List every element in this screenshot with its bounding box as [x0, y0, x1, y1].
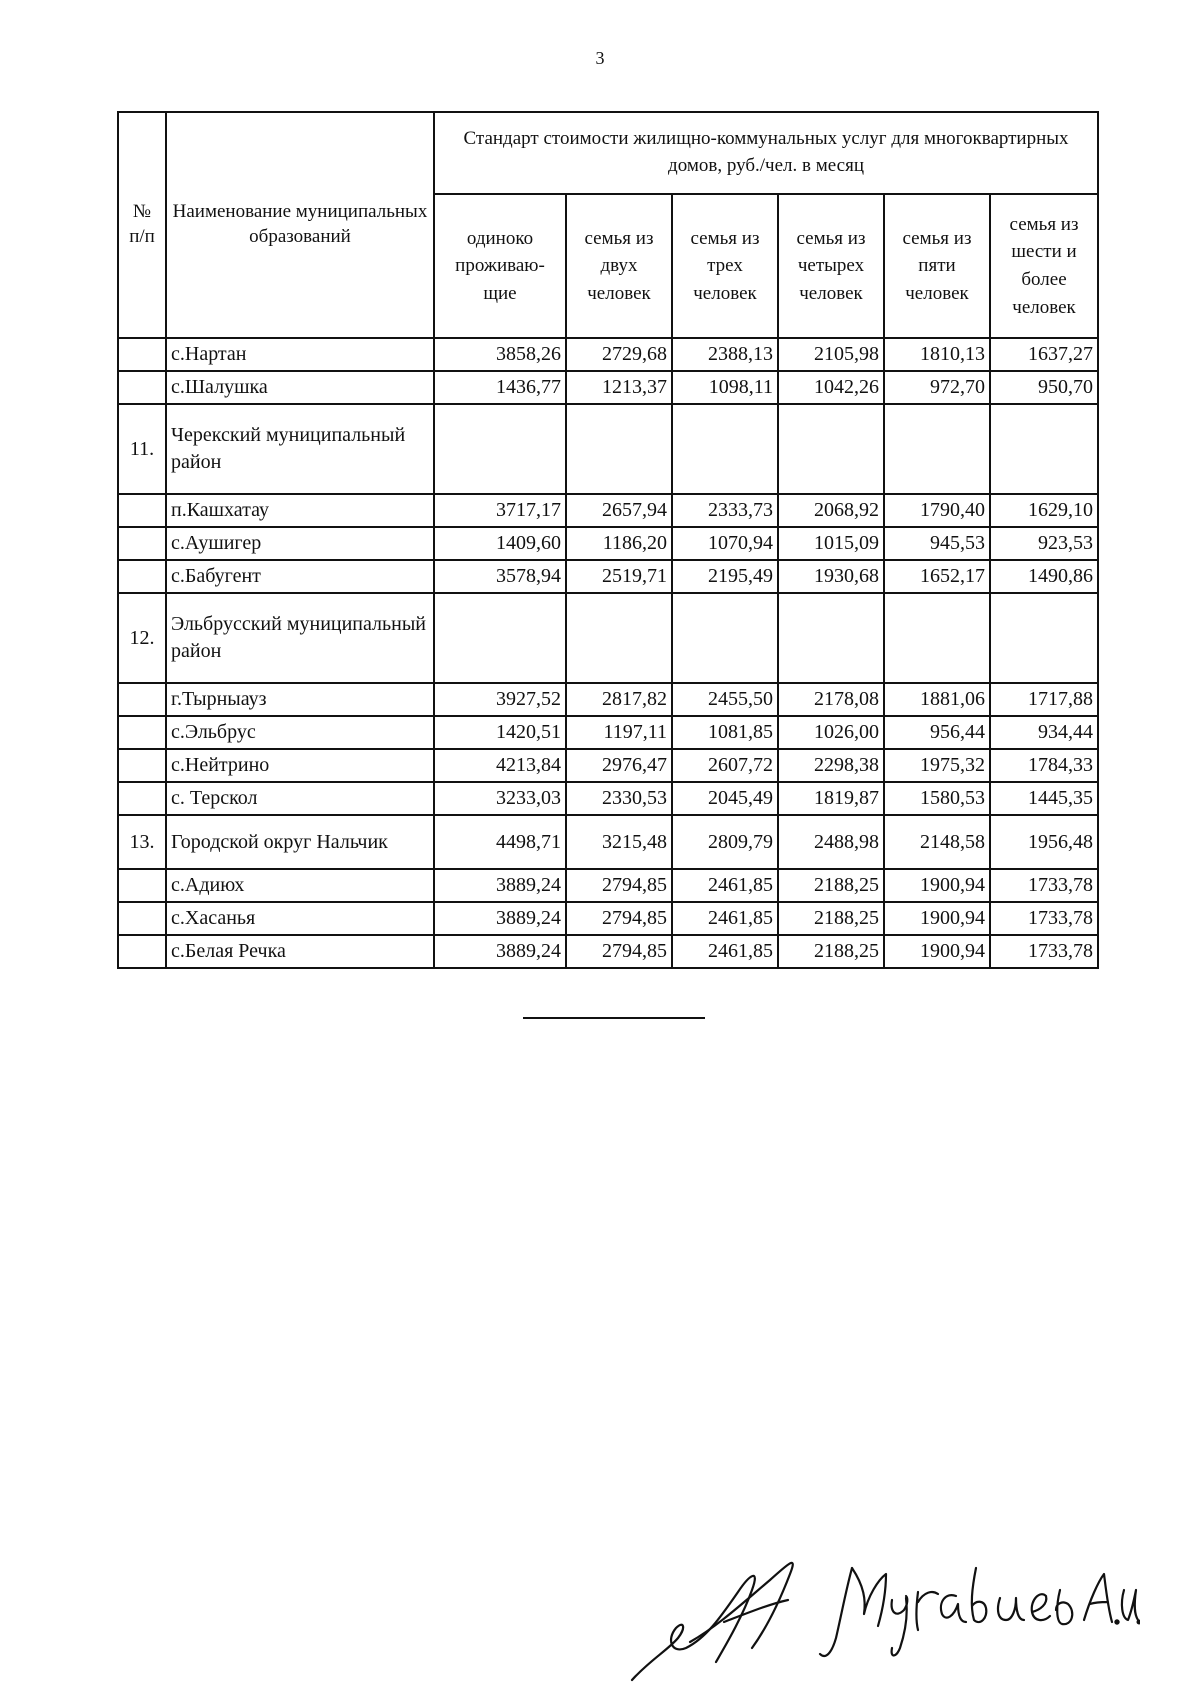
row-number — [118, 749, 166, 782]
table-row — [118, 338, 1098, 371]
cost-value: 1081,85 — [672, 716, 778, 749]
cost-value — [778, 404, 884, 494]
cost-value: 4498,71 — [434, 815, 566, 869]
cost-value: 1098,11 — [672, 371, 778, 404]
table-row — [118, 902, 1098, 935]
cost-value: 1900,94 — [884, 869, 990, 902]
cost-value: 2188,25 — [778, 935, 884, 968]
cost-value: 3578,94 — [434, 560, 566, 593]
table-body — [118, 338, 1098, 968]
row-number — [118, 935, 166, 968]
row-number — [118, 683, 166, 716]
cost-value: 934,44 — [990, 716, 1098, 749]
cost-value: 1186,20 — [566, 527, 672, 560]
cost-value: 2809,79 — [672, 815, 778, 869]
cost-value: 1900,94 — [884, 935, 990, 968]
row-number — [118, 560, 166, 593]
cost-value: 2461,85 — [672, 902, 778, 935]
cost-value — [566, 404, 672, 494]
cost-value: 2045,49 — [672, 782, 778, 815]
cost-value: 1790,40 — [884, 494, 990, 527]
cost-value: 2488,98 — [778, 815, 884, 869]
cost-value: 3717,17 — [434, 494, 566, 527]
cost-value: 3233,03 — [434, 782, 566, 815]
cost-value: 2794,85 — [566, 869, 672, 902]
municipality-name: с.Эльбрус — [166, 716, 434, 749]
municipality-name: Черекский муниципальный район — [166, 404, 434, 494]
cost-value: 3215,48 — [566, 815, 672, 869]
table-row — [118, 371, 1098, 404]
cost-value: 2461,85 — [672, 935, 778, 968]
cost-value: 945,53 — [884, 527, 990, 560]
district-row — [118, 815, 1098, 869]
municipality-name: с.Бабугент — [166, 560, 434, 593]
cost-value: 1930,68 — [778, 560, 884, 593]
cost-value: 2188,25 — [778, 902, 884, 935]
cost-value: 950,70 — [990, 371, 1098, 404]
cost-value: 1637,27 — [990, 338, 1098, 371]
cost-value — [434, 404, 566, 494]
cost-value: 1975,32 — [884, 749, 990, 782]
cost-value: 2519,71 — [566, 560, 672, 593]
table-row — [118, 560, 1098, 593]
cost-value — [434, 593, 566, 683]
cost-value: 2188,25 — [778, 869, 884, 902]
header-col-single: одиноко проживаю-щие — [434, 194, 566, 338]
cost-value: 1445,35 — [990, 782, 1098, 815]
cost-value — [778, 593, 884, 683]
table-row — [118, 716, 1098, 749]
header-municipality-name: Наименование муниципальных образований — [166, 112, 434, 338]
cost-value: 1733,78 — [990, 869, 1098, 902]
row-number — [118, 869, 166, 902]
municipality-name: с.Нейтрино — [166, 749, 434, 782]
cost-value — [672, 593, 778, 683]
cost-value: 2178,08 — [778, 683, 884, 716]
cost-value: 1409,60 — [434, 527, 566, 560]
cost-value: 2729,68 — [566, 338, 672, 371]
cost-value: 1881,06 — [884, 683, 990, 716]
municipality-name: г.Тырныауз — [166, 683, 434, 716]
municipality-name: Городской округ Нальчик — [166, 815, 434, 869]
cost-value: 1070,94 — [672, 527, 778, 560]
municipality-name: п.Кашхатау — [166, 494, 434, 527]
cost-value: 1420,51 — [434, 716, 566, 749]
header-col-family-4: семья из четырех человек — [778, 194, 884, 338]
cost-value: 2794,85 — [566, 935, 672, 968]
table-row — [118, 782, 1098, 815]
cost-value: 3889,24 — [434, 869, 566, 902]
row-number — [118, 527, 166, 560]
cost-value: 1733,78 — [990, 935, 1098, 968]
signature — [620, 1530, 1140, 1695]
cost-value: 1810,13 — [884, 338, 990, 371]
cost-value — [566, 593, 672, 683]
cost-value: 2298,38 — [778, 749, 884, 782]
cost-value — [990, 404, 1098, 494]
row-number — [118, 494, 166, 527]
row-number — [118, 782, 166, 815]
table-row — [118, 494, 1098, 527]
cost-value: 1015,09 — [778, 527, 884, 560]
cost-value: 1629,10 — [990, 494, 1098, 527]
row-number: 13. — [118, 815, 166, 869]
cost-value: 1436,77 — [434, 371, 566, 404]
cost-value: 4213,84 — [434, 749, 566, 782]
cost-value: 1819,87 — [778, 782, 884, 815]
cost-value: 3858,26 — [434, 338, 566, 371]
row-number — [118, 338, 166, 371]
municipality-name: с.Аушигер — [166, 527, 434, 560]
municipality-name: с.Хасанья — [166, 902, 434, 935]
cost-value — [672, 404, 778, 494]
cost-value: 1717,88 — [990, 683, 1098, 716]
row-number — [118, 371, 166, 404]
cost-value: 3889,24 — [434, 902, 566, 935]
cost-value: 3927,52 — [434, 683, 566, 716]
cost-value: 956,44 — [884, 716, 990, 749]
cost-value: 2105,98 — [778, 338, 884, 371]
cost-value: 1652,17 — [884, 560, 990, 593]
municipality-name: с.Белая Речка — [166, 935, 434, 968]
cost-value: 1213,37 — [566, 371, 672, 404]
cost-value: 2455,50 — [672, 683, 778, 716]
header-cost-standard: Стандарт стоимости жилищно-коммунальных услуг для многоквартирных домов, руб./чел. в месяц — [434, 112, 1098, 194]
cost-value: 1784,33 — [990, 749, 1098, 782]
cost-value: 2657,94 — [566, 494, 672, 527]
cost-value: 2333,73 — [672, 494, 778, 527]
handwritten-signature — [620, 1530, 1140, 1690]
municipality-name: с.Шалушка — [166, 371, 434, 404]
table-row — [118, 749, 1098, 782]
housing-cost-table — [117, 111, 1099, 969]
cost-value: 1956,48 — [990, 815, 1098, 869]
table-row — [118, 935, 1098, 968]
cost-value: 2388,13 — [672, 338, 778, 371]
cost-value: 2607,72 — [672, 749, 778, 782]
cost-value: 1580,53 — [884, 782, 990, 815]
cost-value — [990, 593, 1098, 683]
row-number — [118, 902, 166, 935]
cost-value: 1026,00 — [778, 716, 884, 749]
cost-value: 2195,49 — [672, 560, 778, 593]
header-col-family-2: семья из двух человек — [566, 194, 672, 338]
row-number — [118, 716, 166, 749]
cost-value: 2330,53 — [566, 782, 672, 815]
header-col-family-6plus: семья из шести и более человек — [990, 194, 1098, 338]
cost-value — [884, 593, 990, 683]
table-row — [118, 869, 1098, 902]
row-number: 12. — [118, 593, 166, 683]
table-row — [118, 683, 1098, 716]
header-col-family-3: семья из трех человек — [672, 194, 778, 338]
cost-value: 2148,58 — [884, 815, 990, 869]
cost-value: 2976,47 — [566, 749, 672, 782]
cost-value: 2794,85 — [566, 902, 672, 935]
cost-value: 1490,86 — [990, 560, 1098, 593]
cost-value: 2461,85 — [672, 869, 778, 902]
row-number: 11. — [118, 404, 166, 494]
municipality-name: с. Терскол — [166, 782, 434, 815]
cost-value: 1197,11 — [566, 716, 672, 749]
table-row — [118, 527, 1098, 560]
cost-value: 2817,82 — [566, 683, 672, 716]
municipality-name: с.Нартан — [166, 338, 434, 371]
cost-value: 1733,78 — [990, 902, 1098, 935]
district-row — [118, 404, 1098, 494]
cost-value — [884, 404, 990, 494]
cost-value: 1900,94 — [884, 902, 990, 935]
cost-value: 3889,24 — [434, 935, 566, 968]
district-row — [118, 593, 1098, 683]
cost-value: 923,53 — [990, 527, 1098, 560]
page-number: 3 — [595, 48, 605, 68]
cost-value: 2068,92 — [778, 494, 884, 527]
header-col-family-5: семья из пяти человек — [884, 194, 990, 338]
cost-value: 972,70 — [884, 371, 990, 404]
end-rule — [523, 1017, 705, 1019]
municipality-name: Эльбрусский муниципальный район — [166, 593, 434, 683]
header-number: № п/п — [118, 112, 166, 338]
cost-value: 1042,26 — [778, 371, 884, 404]
municipality-name: с.Адиюх — [166, 869, 434, 902]
